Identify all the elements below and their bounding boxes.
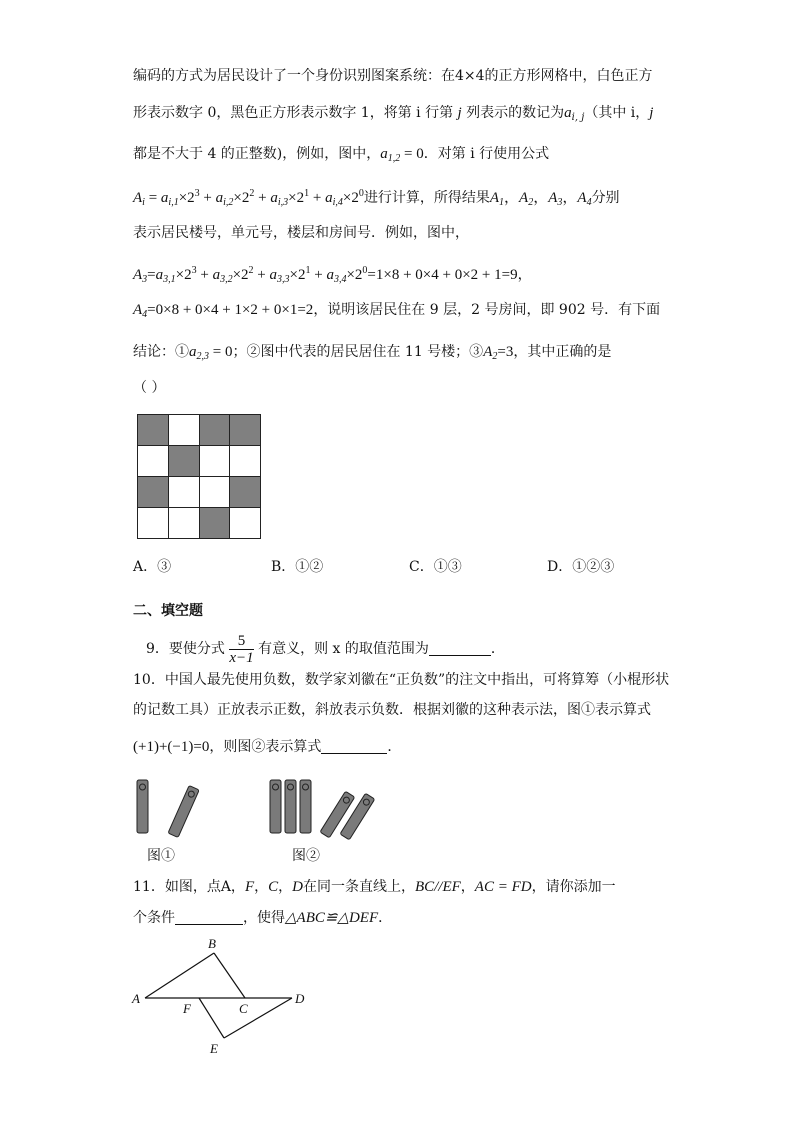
grid-cell-white: [230, 446, 261, 477]
question-11-line-2: 个条件 ，使得△ABC≌△DEF．: [133, 910, 393, 926]
grid-cell-white: [230, 508, 261, 539]
grid-cell-white: [138, 446, 169, 477]
grid-cell-black: [138, 415, 169, 446]
grid-row: [138, 508, 261, 539]
grid-cell-white: [168, 508, 199, 539]
segment-fe: [199, 998, 224, 1038]
figure-2-caption: 图②: [292, 848, 320, 864]
rod-upright: [285, 780, 296, 833]
question-10-line-1: 10．中国人最先使用负数，数学家刘徽在“正负数”的注文中指出，可将算筹（小棍形状: [133, 672, 670, 688]
grid-cell-white: [138, 508, 169, 539]
label-b: B: [208, 936, 216, 951]
intro-line-5: 表示居民楼号，单元号，楼层和房间号．例如，图中，: [133, 225, 469, 241]
answer-blank-10[interactable]: [321, 753, 387, 754]
intro-line-2: 形表示数字 0，黑色正方形表示数字 1，将第 i 行第 j 列表示的数记为$a_{i, j}$（其中 i，j: [133, 105, 654, 123]
option-b[interactable]: B．①②: [271, 559, 324, 575]
option-a[interactable]: A．③: [133, 559, 172, 575]
answer-paren: （ ）: [133, 380, 166, 396]
grid-cell-black: [230, 477, 261, 508]
intro-formula-a4: $A_4=0\times 8 + 0\times 4 + 1\times 2 + 0\times 1=2$，说明该居民住在 9 层，2 号房间，即 902 号．有下面: [133, 302, 661, 320]
intro-formula-a3: $A_3=a_{3,1}\times 2^3 + a_{3,2}\times 2^2 + a_{3,3}\times 2^1 + a_{3,4}\times 2^0=1\times 8 + 0\times 4 + 0\times 2 + 1=9$，: [133, 265, 532, 285]
section-title: 二、填空题: [133, 603, 203, 619]
grid-cell-black: [168, 446, 199, 477]
counting-rods-figures: [130, 775, 380, 840]
fraction: $\frac{5}{x-1}$: [229, 632, 254, 666]
label-e: E: [210, 1041, 218, 1056]
question-10-line-2: 的记数工具）正放表示正数，斜放表示负数．根据刘徽的这种表示法，图①表示算式: [133, 702, 651, 718]
figure-1-rods: [137, 780, 199, 837]
grid-row: [138, 415, 261, 446]
question-9: 9．要使分式 $\frac{5}{x-1}$ 有意义，则 x 的取值范围为 ．: [146, 632, 505, 666]
grid-cell-white: [199, 477, 230, 508]
grid-cell-black: [199, 415, 230, 446]
rod-slanted: [168, 785, 199, 837]
question-11-line-1: 11．如图，点A，F，C，D在同一条直线上，BC//EF，AC = FD，请你添加一: [133, 879, 616, 895]
figure-2-rods: [270, 780, 375, 840]
grid-row: [138, 446, 261, 477]
grid-row: [138, 477, 261, 508]
option-c[interactable]: C．①③: [409, 559, 462, 575]
figure-1-caption: 图①: [147, 848, 175, 864]
label-c: C: [239, 1001, 248, 1016]
segment-bc: [214, 953, 245, 998]
grid-cell-black: [230, 415, 261, 446]
grid-cell-black: [199, 508, 230, 539]
pattern-grid: [137, 414, 261, 539]
geometry-figure: [128, 935, 318, 1060]
label-f: F: [183, 1001, 191, 1016]
label-d: D: [295, 991, 305, 1006]
intro-conclusions: 结论：$①a_{2,3} = 0$；②图中代表的居民居住在 11 号楼；$③A_2=3$，其中正确的是: [133, 344, 612, 362]
label-a: A: [132, 991, 140, 1006]
segment-ab: [145, 953, 214, 998]
answer-blank-11[interactable]: [175, 924, 243, 925]
question-10-line-3: (+1)+(−1)=0，则图②表示算式 ．: [133, 739, 402, 755]
grid-cell-white: [168, 415, 199, 446]
intro-formula-line: $A_i = a_{i,1}\times 2^3 + a_{i,2}\times 2^2 + a_{i,3}\times 2^1 + a_{i,4}\times 2^0$进行计算，所得结果$A_1$，$A_2$，$A_3$，$A_4$分别: [133, 188, 620, 208]
intro-line-1: 编码的方式为居民设计了一个身份识别图案系统：在4×4的正方形网格中，白色正方: [133, 68, 653, 84]
intro-line-3: 都是不大于 4 的正整数)，例如，图中，$a_{1,2} = 0$．对第 i 行使用公式: [133, 146, 550, 164]
grid-cell-black: [138, 477, 169, 508]
rod-upright: [300, 780, 311, 833]
answer-blank-9[interactable]: [429, 655, 491, 656]
grid-cell-white: [199, 446, 230, 477]
rod-upright: [270, 780, 281, 833]
option-d[interactable]: D．①②③: [547, 559, 615, 575]
grid-cell-white: [168, 477, 199, 508]
segment-ed: [224, 998, 292, 1038]
rod-upright: [137, 780, 148, 833]
